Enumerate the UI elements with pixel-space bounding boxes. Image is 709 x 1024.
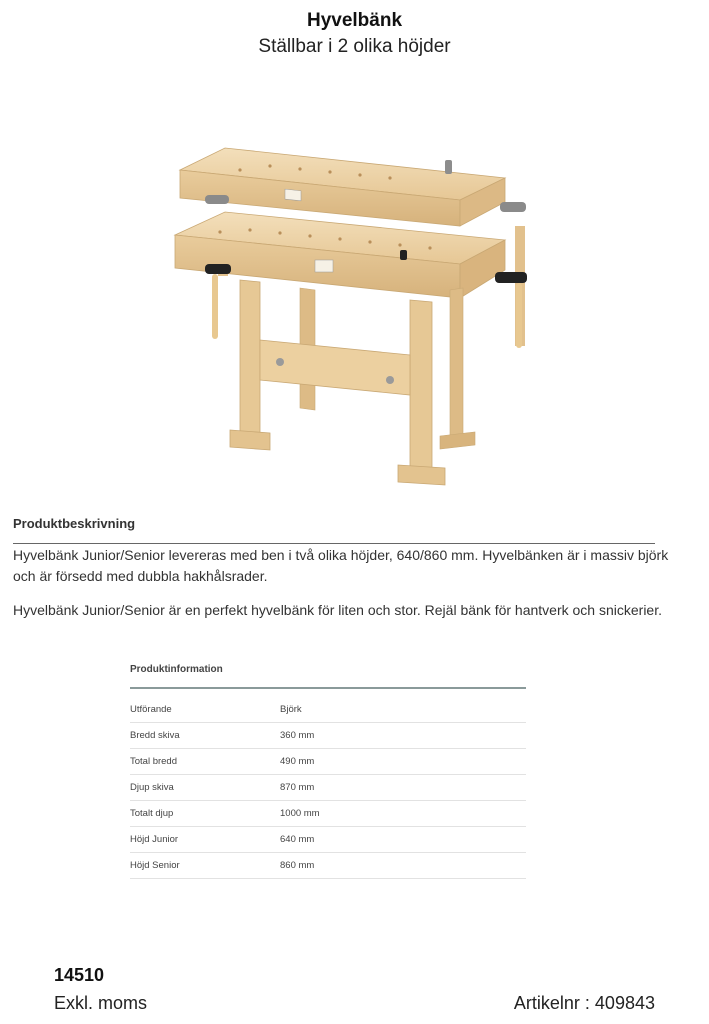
description-divider [13,543,655,544]
row-label: Djup skiva [130,782,174,793]
row-value: 1000 mm [280,808,320,819]
row-label: Utförande [130,704,172,715]
row-value: 360 mm [280,730,315,741]
article-number: Artikelnr : 409843 [513,993,655,1013]
row-label: Total bredd [130,756,178,767]
vat-note: Exkl. moms [54,993,148,1013]
row-value: Björk [280,704,302,715]
product-info-table [130,664,526,879]
table-row [130,749,526,775]
page-title: Hyvelbänk [306,10,403,31]
workbench-image [160,140,545,495]
row-value: 640 mm [280,834,315,845]
description-paragraph: Hyvelbänk Junior/Senior levereras med ben i två olika höjder, 640/860 mm. Hyvelbänken är i massiv björk och är försedd med dubbla hakhålsrader. [13,547,669,584]
table-row [130,827,526,853]
row-value: 870 mm [280,782,315,793]
page-subtitle: Ställbar i 2 olika höjder [258,36,451,57]
table-row [130,853,526,879]
row-label: Bredd skiva [130,730,180,741]
description-heading: Produktbeskrivning [13,516,136,531]
row-label: Totalt djup [130,808,174,819]
description-paragraph: Hyvelbänk Junior/Senior är en perfekt hyvelbänk för liten och stor. Rejäl bänk för hantverk och snickerier. [13,602,662,618]
table-row [130,801,526,827]
table-row [130,723,526,749]
row-value: 490 mm [280,756,315,767]
row-label: Höjd Junior [130,834,179,845]
table-row [130,775,526,801]
price: 14510 [54,965,105,985]
row-value: 860 mm [280,860,315,871]
table-row [130,697,526,723]
product-info-divider [130,687,526,689]
row-label: Höjd Senior [130,860,180,871]
product-info-title: Produktinformation [130,664,223,675]
